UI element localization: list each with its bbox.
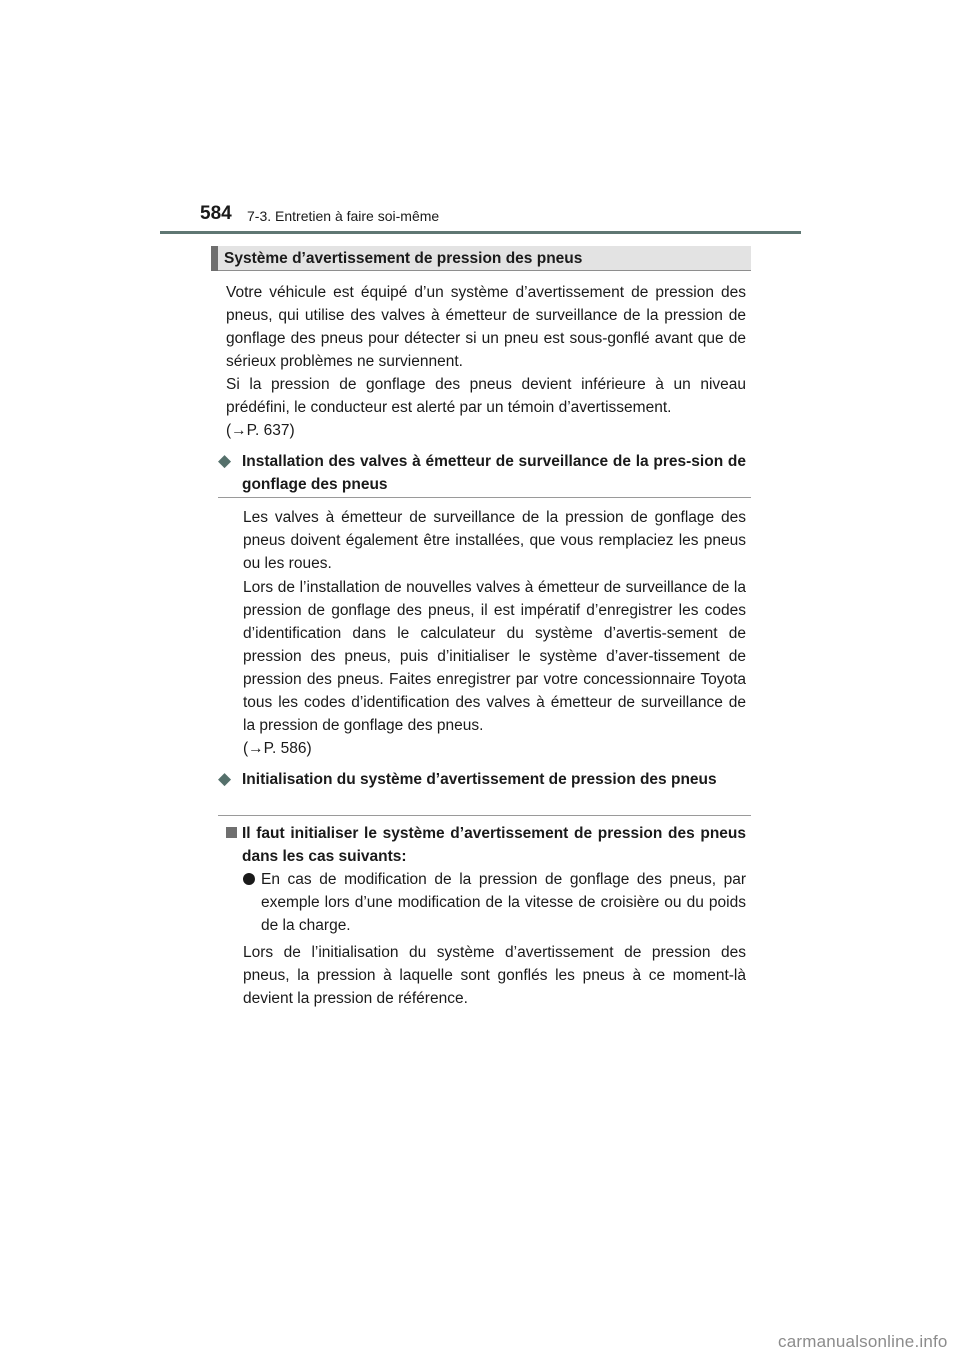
subsection-heading-text: Installation des valves à émetteur de surveillance de la pres-sion de gonflage des pneus bbox=[242, 453, 746, 493]
page-header bbox=[0, 0, 960, 240]
intro-page-reference[interactable]: (→P. 637) bbox=[226, 422, 295, 439]
diamond-bullet-icon: ◆ bbox=[218, 769, 232, 788]
conditions-heading-text: Il faut initialiser le système d’avertissement de pression des pneus dans les cas suivants: bbox=[242, 825, 746, 865]
section-bar-accent bbox=[211, 246, 218, 271]
subsection-heading-text: Initialisation du système d’avertissement de pression des pneus bbox=[242, 771, 717, 788]
diamond-bullet-icon: ◆ bbox=[218, 451, 232, 470]
installation-paragraph-1: Les valves à émetteur de surveillance de la pression de gonflage des pneus doivent également être installées, que vous remplaciez les pneus ou les roues. bbox=[243, 509, 746, 572]
conditions-heading bbox=[226, 822, 746, 868]
subsection-heading-rule bbox=[218, 815, 751, 816]
subsection-heading-installation bbox=[218, 450, 751, 498]
watermark: carmanualsonline.info bbox=[778, 1332, 948, 1351]
intro-paragraph-2: Si la pression de gonflage des pneus devient inférieure à un niveau prédéfini, le conducteur est alerté par un témoin d’avertissement. bbox=[226, 376, 746, 416]
circle-bullet-icon bbox=[243, 873, 255, 885]
square-bullet-icon bbox=[226, 827, 237, 838]
page-number: 584 bbox=[200, 203, 232, 224]
section-title: Système d’avertissement de pression des pneus bbox=[224, 250, 583, 267]
header-rule bbox=[160, 231, 801, 234]
installation-page-reference[interactable]: (→P. 586) bbox=[243, 740, 312, 757]
intro-paragraph-1: Votre véhicule est équipé d’un système d’avertissement de pression des pneus, qui utilise des valves à émetteur de surveillance de la pression de gonflage des pneus pour détecter si un pneu est sous-gonflé avant que de sérieux problèmes ne surviennent. bbox=[226, 284, 746, 370]
section-title-bar bbox=[211, 246, 751, 271]
conditions-list-item bbox=[243, 868, 746, 937]
chapter-title: 7-3. Entretien à faire soi-même bbox=[247, 208, 440, 224]
initialisation-paragraph: Lors de l’initialisation du système d’avertissement de pression des pneus, la pression à laquelle sont gonflés les pneus à ce moment-là devient la pression de référence. bbox=[243, 944, 746, 1007]
installation-paragraph-2: Lors de l’installation de nouvelles valves à émetteur de surveillance de la pression de gonflage des pneus, il est impératif d’enregistrer les codes d’identification dans le calculateur du système d’avertis-sement de pression des pneus, puis d’initialiser le système d’aver-tissement de pression des pneus. Faites enregistrer par votre concessionnaire Toyota tous les codes d’identification des valves à émetteur de surveillance de la pression de gonflage des pneus. bbox=[243, 579, 746, 734]
conditions-list-item-text: En cas de modification de la pression de gonflage des pneus, par exemple lors d’une modification de la vitesse de croisière ou du poids de la charge. bbox=[261, 871, 746, 934]
subsection-heading-initialisation bbox=[218, 768, 751, 816]
subsection-heading-rule bbox=[218, 497, 751, 498]
